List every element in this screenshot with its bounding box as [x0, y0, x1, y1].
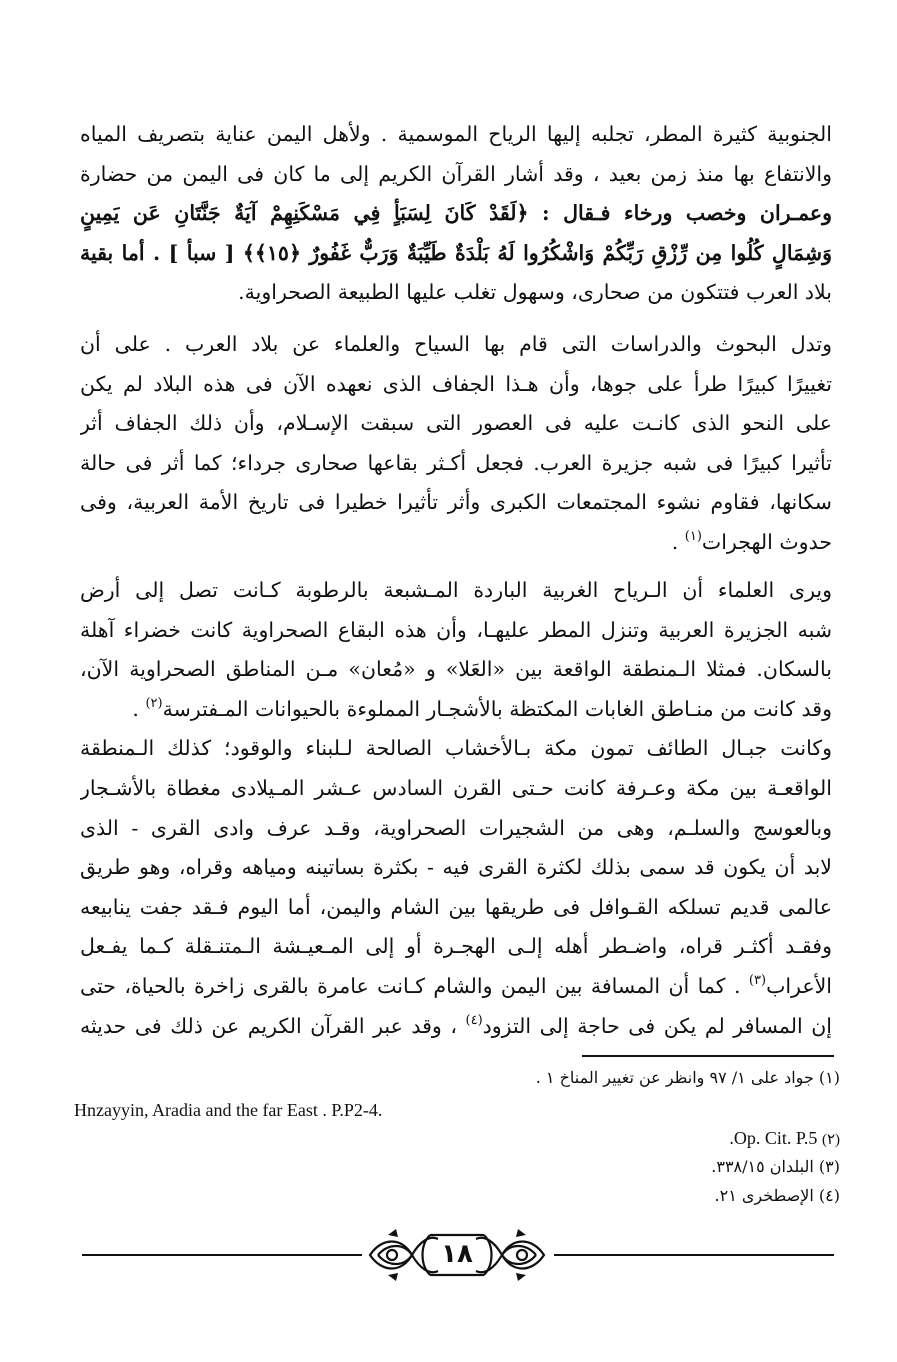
paragraph-line-text: حدوث الهجرات: [701, 529, 832, 554]
footnote-1-reference: Hnzayyin, Aradia and the far East . P.P2-4.: [74, 1100, 383, 1120]
paragraph-line: الجنوبية كثيرة المطر، تجلبه إليها الرياح الموسمية . ولأهل اليمن عناية بتصريف المياه: [80, 122, 832, 146]
footnote-mark: (٤): [465, 1012, 483, 1028]
paragraph-line: وقد كانت من منـاطق الغابات المكتظة بالأشجـار المملوءة بالحيوانات المـفترسة$^{(٢)}$ .: [132, 695, 832, 721]
page-footer: [82, 1225, 834, 1285]
paragraph-3: [80, 571, 832, 1046]
paragraph-line: تغييرًا كبيرًا طرأ على جوها، وأن هـذا الجفاف الذى نعهده الآن فى هذه البلاد لم يكن: [80, 371, 832, 396]
footnote-2: [729, 1128, 840, 1149]
footnote-mark: (٣): [748, 972, 767, 988]
paragraph-line: وتدل البحوث والدراسات التى قام بها السياح والعلماء عن بلاد العرب . على أن: [80, 332, 832, 356]
footnote-2-number: (٢): [821, 1132, 840, 1148]
paragraph-line-text: ، وقد عبر القرآن الكريم عن ذلك فى حديثه: [80, 1013, 457, 1038]
paragraph-line: عالمى قديم تسلكه القـوافل فى طريقها بين الشام واليمن، أما اليوم فـقد جفت ينابيعه: [80, 894, 832, 919]
paragraph-line: حدوث الهجرات$^{(١)}$ .: [671, 528, 832, 554]
footnote-3: (٣) البلدان ٣٣٨/١٥.: [711, 1157, 840, 1176]
paragraph-line: الواقعـة بين مكة وعـرفة كانت حـتى القرن السادس عـشر المـيلادى مغطاة بالأشـجار: [80, 775, 832, 800]
paragraph-line: [80, 1007, 832, 1047]
quran-verse-line: وعمـران وخصب ورخاء فـقال : ﴿لَقَدْ كَانَ لِسَبَأٍ فِي مَسْكَنِهِمْ آيَةٌ جَنَّتَانِ عَن يَمِينٍ: [80, 201, 832, 226]
paragraph-line-text: . كما أن المسافة بين اليمن والشام كـانت عامرة بالقرى زاخرة بالحياة، حتى: [80, 973, 741, 998]
paragraph-line: وفقـد أكثـر قراه، واضـطر أهله إلـى الهجـرة أو إلى المـعيـشة الـمتنـقلة كـما يفـعل: [80, 934, 832, 959]
paragraph-1: [80, 115, 832, 313]
footer-rule-left: [82, 1254, 362, 1256]
paragraph-line-text: الأعراب: [766, 973, 832, 998]
paragraph-line: وكانت جبـال الطائف تمون مكة بـالأخشاب الصالحة لـلبناء والوقود؛ كذلك الـمنطقة: [80, 736, 832, 761]
footnote-4: (٤) الإصطخرى ٢١.: [714, 1186, 840, 1205]
paragraph-line: والانتفاع بها منذ زمن بعيد ، وقد أشار القرآن الكريم إلى ما كان فى اليمن من حضارة: [80, 161, 832, 186]
paragraph-line: سكانها، فقاوم نشوء المجتمعات الكبرى وأثر تأثيرا خطيرا فى تاريخ الأمة العربية، وفى: [80, 490, 832, 515]
paragraph-line: على النحو الذى كانـت عليه فى العصور التى سبقت الإسـلام، وأن ذلك الجفاف أثر: [80, 411, 832, 436]
paragraph-line: تأثيرا كبيرًا فى شبه جزيرة العرب. فجعل أكـثر بقاعها صحارى جرداء؛ كما أثر فى حالة: [80, 450, 832, 475]
paragraph-line: شبه الجزيرة العربية وتنزل المطر عليهـا، وأن هذه البقاع الصحراوية كانت خضراء آهلة: [80, 617, 832, 642]
footnote-mark: (٢): [145, 695, 163, 711]
paragraph-line-text: وقد كانت من منـاطق الغابات المكتظة بالأشجـار المملوءة بالحيوانات المـفترسة: [162, 696, 832, 721]
paragraph-line: بالسكان. فمثلا الـمنطقة الواقعة بين «العَلا» و «مُعان» مـن المناطق الصحراوية الآن،: [80, 657, 832, 682]
paragraph-line: بلاد العرب فتتكون من صحارى، وسهول تغلب عليها الطبيعة الصحراوية.: [238, 280, 832, 305]
quran-verse-line: وَشِمَالٍ كُلُوا مِن رِّزْقِ رَبِّكُمْ وَاشْكُرُوا لَهُ بَلْدَةٌ طَيِّبَةٌ وَرَبٌّ غَفُورٌ ﴿١٥﴾﴾ [ سبأ ] . أما بقية: [80, 240, 832, 265]
paragraph-line: لابد أن يكون قد سمى بذلك لكثرة القرى فيه - بكثرة بساتينه ومياهه وقراه، وهو طريق: [80, 855, 832, 880]
paragraph-line-text: إن المسافر لم يكن فى حاجة إلى التزود: [482, 1013, 832, 1038]
paragraph-line: [80, 967, 832, 1007]
paragraph-2: [80, 325, 832, 563]
page-number: ١٨: [441, 1239, 473, 1269]
footer-rule-right: [554, 1254, 834, 1256]
footnote-mark: (١): [684, 528, 702, 544]
footnote-1: (١) جواد على ١/ ٩٧ وانظر عن تغيير المناخ ١ .: [535, 1068, 840, 1087]
paragraph-line: وبالعوسج والسلـم، وهى من الشجيرات الصحراوية، وقـد عرف وادى القرى - الذى: [80, 815, 832, 840]
paragraph-line: ويرى العلماء أن الـرياح الغربية الباردة المـشبعة بالرطوبة كـانت تصل إلى أرض: [80, 578, 832, 602]
footnote-separator: [582, 1055, 834, 1057]
footnote-2-text: .Op. Cit. P.5: [729, 1128, 818, 1148]
